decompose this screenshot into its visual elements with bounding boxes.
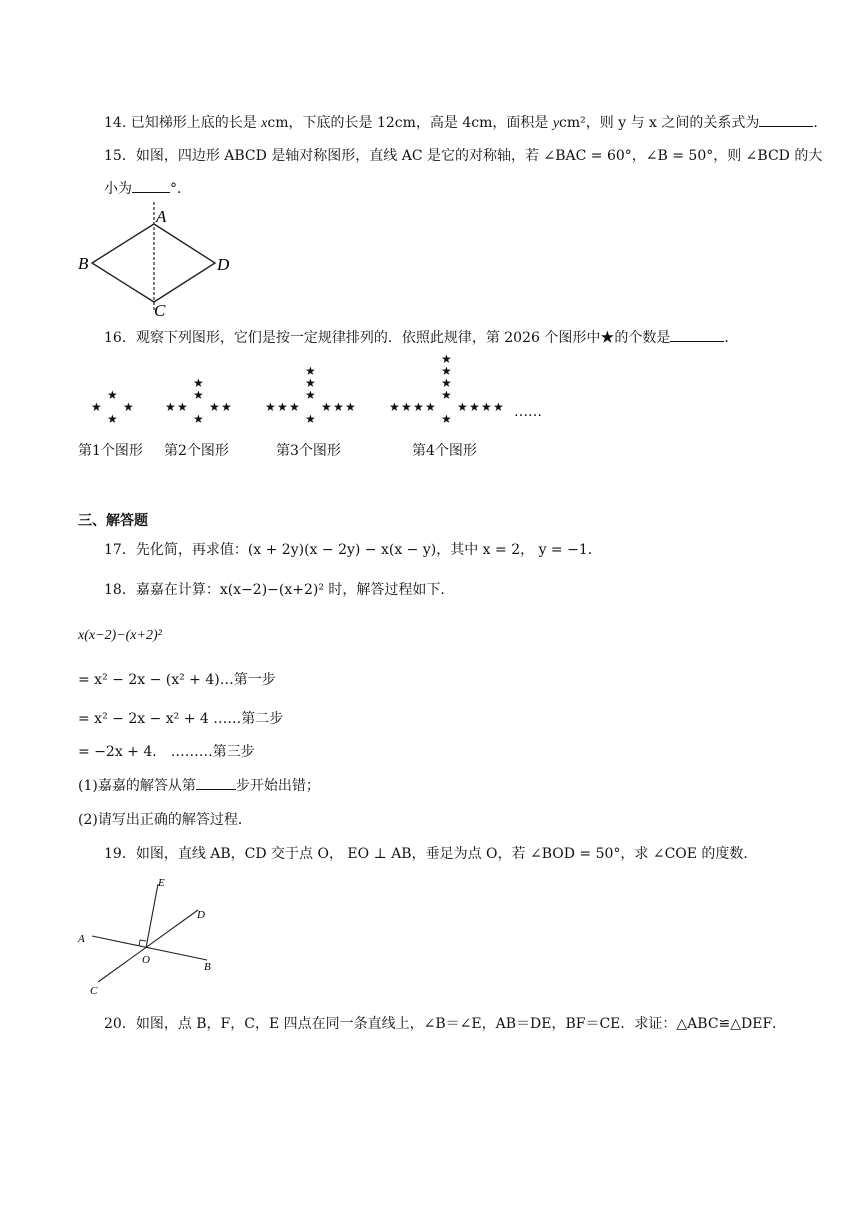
q16-star: ★ xyxy=(193,376,204,390)
q16-star: ★ xyxy=(345,400,356,414)
q18-answer-blank[interactable] xyxy=(196,777,236,790)
q16-caption-4: 第4个图形 xyxy=(412,443,477,459)
q18-step-2: = x² − 2x − x² + 4 ……第二步 xyxy=(78,711,284,727)
q16-star: ★ xyxy=(177,400,188,414)
q18-step-3: = −2x + 4． ………第三步 xyxy=(78,744,255,760)
q16-star: ★ xyxy=(305,376,316,390)
q19-label-c: C xyxy=(90,985,98,997)
q19-label-o: O xyxy=(142,954,150,966)
q16-end: ． xyxy=(724,330,739,346)
q19-label-d: D xyxy=(197,909,205,921)
question-15-line-1: 15．如图，四边形 ABCD 是轴对称图形，直线 AC 是它的对称轴，若 ∠BAC = 60°，∠B = 50°，则 ∠BCD 的大 xyxy=(104,148,823,164)
q18-sub1-post: 步开始出错； xyxy=(235,778,320,794)
q16-star: ★ xyxy=(457,400,468,414)
question-18: 18．嘉嘉在计算：x(x−2)−(x+2)² 时，解答过程如下． xyxy=(104,582,455,598)
q16-star: ★ xyxy=(305,364,316,378)
question-15-line-2 xyxy=(104,180,191,198)
q16-star: ★ xyxy=(441,352,452,366)
q16-star: ★ xyxy=(123,400,134,414)
q14-text-1: cm，下底的长是 12cm，高是 4cm，面积是 xyxy=(267,115,553,131)
q14-text-2: cm²，则 y 与 x 之间的关系式为 xyxy=(559,115,760,131)
q18-subquestion-2: (2)请写出正确的解答过程． xyxy=(78,812,252,828)
q15-label-b: B xyxy=(78,254,89,273)
q18-sub1-pre: (1)嘉嘉的解答从第 xyxy=(78,778,196,794)
question-20: 20．如图，点 B，F，C，E 四点在同一条直线上，∠B＝∠E，AB＝DE，BF＝CE．求证：△ABC≌△DEF． xyxy=(104,1016,787,1032)
q19-label-e: E xyxy=(158,877,165,889)
q15-line2-pre: 小为 xyxy=(104,181,132,197)
q16-star: ★ xyxy=(333,400,344,414)
q16-star: ★ xyxy=(289,400,300,414)
q16-star: ★ xyxy=(193,412,204,426)
q19-label-a: A xyxy=(78,933,85,945)
q16-star: ★ xyxy=(321,400,332,414)
question-17: 17．先化简，再求值：(x + 2y)(x − 2y) − x(x − y)，其中 x = 2， y = −1． xyxy=(104,542,602,558)
q16-star: ★ xyxy=(193,388,204,402)
q16-ellipsis: …… xyxy=(514,404,542,420)
q16-star: ★ xyxy=(401,400,412,414)
q16-star: ★ xyxy=(107,412,118,426)
q19-line-cd xyxy=(98,910,198,982)
q16-star: ★ xyxy=(441,364,452,378)
q14-prefix: 14. 已知梯形上底的长是 xyxy=(104,115,262,131)
q16-star: ★ xyxy=(481,400,492,414)
q15-answer-blank[interactable] xyxy=(132,180,170,193)
q16-caption-3: 第3个图形 xyxy=(276,443,341,459)
q16-star: ★ xyxy=(221,400,232,414)
q16-star: ★ xyxy=(413,400,424,414)
q19-figure xyxy=(74,872,224,1000)
q16-star: ★ xyxy=(305,412,316,426)
section-heading: 三、解答题 xyxy=(78,513,148,529)
q16-star: ★ xyxy=(209,400,220,414)
question-16 xyxy=(104,329,738,347)
question-19: 19．如图，直线 AB，CD 交于点 O， EO ⊥ AB，垂足为点 O，若 ∠BOD = 50°，求 ∠COE 的度数． xyxy=(104,846,758,862)
q16-star: ★ xyxy=(91,400,102,414)
q16-star: ★ xyxy=(165,400,176,414)
q15-label-a: A xyxy=(156,207,167,226)
q19-right-angle-mark xyxy=(139,940,146,946)
q15-label-c: C xyxy=(154,301,166,320)
q18-expression: x(x−2)−(x+2)² xyxy=(78,628,162,643)
q16-star: ★ xyxy=(305,388,316,402)
q14-var-y: y xyxy=(552,116,560,131)
q14-end: . xyxy=(813,115,818,131)
q16-star: ★ xyxy=(107,388,118,402)
q14-var-x: x xyxy=(261,116,268,131)
q16-star: ★ xyxy=(441,412,452,426)
q16-star: ★ xyxy=(441,388,452,402)
q19-label-b: B xyxy=(204,961,211,973)
q19-ray-oe xyxy=(146,884,158,948)
q16-answer-blank[interactable] xyxy=(670,329,724,342)
q18-subquestion-1 xyxy=(78,777,320,795)
q16-star: ★ xyxy=(441,376,452,390)
q15-figure xyxy=(74,202,244,320)
q16-star: ★ xyxy=(425,400,436,414)
q16-star: ★ xyxy=(389,400,400,414)
q14-answer-blank[interactable] xyxy=(759,114,813,127)
q16-text: 16．观察下列图形，它们是按一定规律排列的．依照此规律，第 2026 个图形中★的个数是 xyxy=(104,330,671,346)
q16-star: ★ xyxy=(493,400,504,414)
q15-line2-post: °． xyxy=(170,181,191,197)
q16-caption-1: 第1个图形 xyxy=(78,443,143,459)
q16-star: ★ xyxy=(469,400,480,414)
q16-caption-2: 第2个图形 xyxy=(164,443,229,459)
q16-star: ★ xyxy=(277,400,288,414)
question-14 xyxy=(104,114,818,133)
q15-label-d: D xyxy=(217,255,230,274)
q16-star: ★ xyxy=(265,400,276,414)
q18-step-1: = x² − 2x − (x² + 4)…第一步 xyxy=(78,672,276,688)
